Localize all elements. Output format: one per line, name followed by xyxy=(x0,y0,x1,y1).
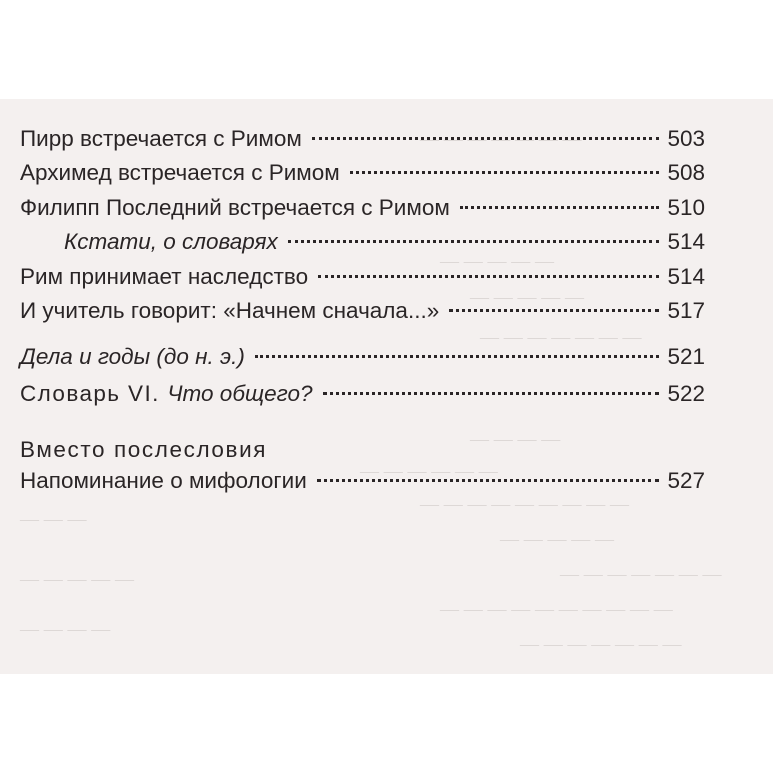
toc-entry xyxy=(20,377,705,411)
dot-leader xyxy=(288,240,660,243)
toc-entry xyxy=(20,294,705,328)
dot-leader xyxy=(323,392,660,395)
show-through-text: — — — — — — xyxy=(360,461,498,482)
show-through-text: — — — — — xyxy=(470,287,584,308)
toc-entry-title: Пирр встречается с Римом xyxy=(20,126,302,151)
toc-entry xyxy=(20,260,705,294)
show-through-text: — — — — — — — xyxy=(420,129,582,150)
toc-entry-page: 527 xyxy=(667,468,705,493)
toc-entry-page: 510 xyxy=(667,195,705,220)
toc-entry-sub xyxy=(20,225,705,259)
show-through-text: — — — — — — — xyxy=(480,327,642,348)
dot-leader xyxy=(312,137,660,140)
toc-entry-title: И учитель говорит: «Начнем сначала...» xyxy=(20,298,440,323)
show-through-text: — — — — — xyxy=(20,569,134,590)
toc-entry xyxy=(20,156,705,190)
book-page xyxy=(0,99,773,674)
toc-entry-title: Филипп Последний встречается с Римом xyxy=(20,195,450,220)
toc-entry-title: Напоминание о мифологии xyxy=(20,468,307,493)
show-through-text: — — — — — — — xyxy=(560,564,722,585)
section-heading: Вместо послесловия xyxy=(20,437,268,462)
toc-entry-page: 503 xyxy=(667,126,705,151)
dot-leader xyxy=(318,275,659,278)
show-through-text: — — — — — — — — — xyxy=(420,494,629,515)
toc-entry-title: Рим принимает наследство xyxy=(20,264,309,289)
dot-leader xyxy=(460,206,660,209)
dot-leader xyxy=(317,479,660,482)
toc-entry xyxy=(20,340,705,374)
toc-entry-page: 517 xyxy=(667,298,705,323)
toc-entry-page: 521 xyxy=(667,344,705,369)
toc-entry-title: Кстати, о словарях xyxy=(64,229,278,254)
toc-entry-title xyxy=(20,377,313,411)
toc-entry-title: Дела и годы (до н. э.) xyxy=(20,344,245,369)
show-through-text: — — — — — xyxy=(500,529,614,550)
dot-leader xyxy=(255,355,660,358)
toc-entry-page: 514 xyxy=(667,264,705,289)
toc-entry-page: 514 xyxy=(667,229,705,254)
toc-entry xyxy=(20,464,705,498)
toc-entry-page: 508 xyxy=(667,160,705,185)
show-through-text: — — — — — — — — — — xyxy=(440,599,673,620)
toc-entry-title-italic: Что общего? xyxy=(167,381,313,406)
show-through-text: — — — — xyxy=(20,619,111,640)
show-through-text: — — — — — — — xyxy=(520,634,682,655)
toc-entry-page: 522 xyxy=(667,381,705,406)
show-through-text: — — — — — xyxy=(440,251,554,272)
dot-leader xyxy=(350,171,660,174)
toc-entry xyxy=(20,122,705,156)
toc-entry-title: Архимед встречается с Римом xyxy=(20,160,340,185)
dot-leader xyxy=(449,309,659,312)
show-through-text: — — — — xyxy=(470,429,561,450)
toc-entry xyxy=(20,191,705,225)
show-through-text: — — — xyxy=(20,509,87,530)
toc-entry-title-prefix: Словарь VI. xyxy=(20,381,168,406)
